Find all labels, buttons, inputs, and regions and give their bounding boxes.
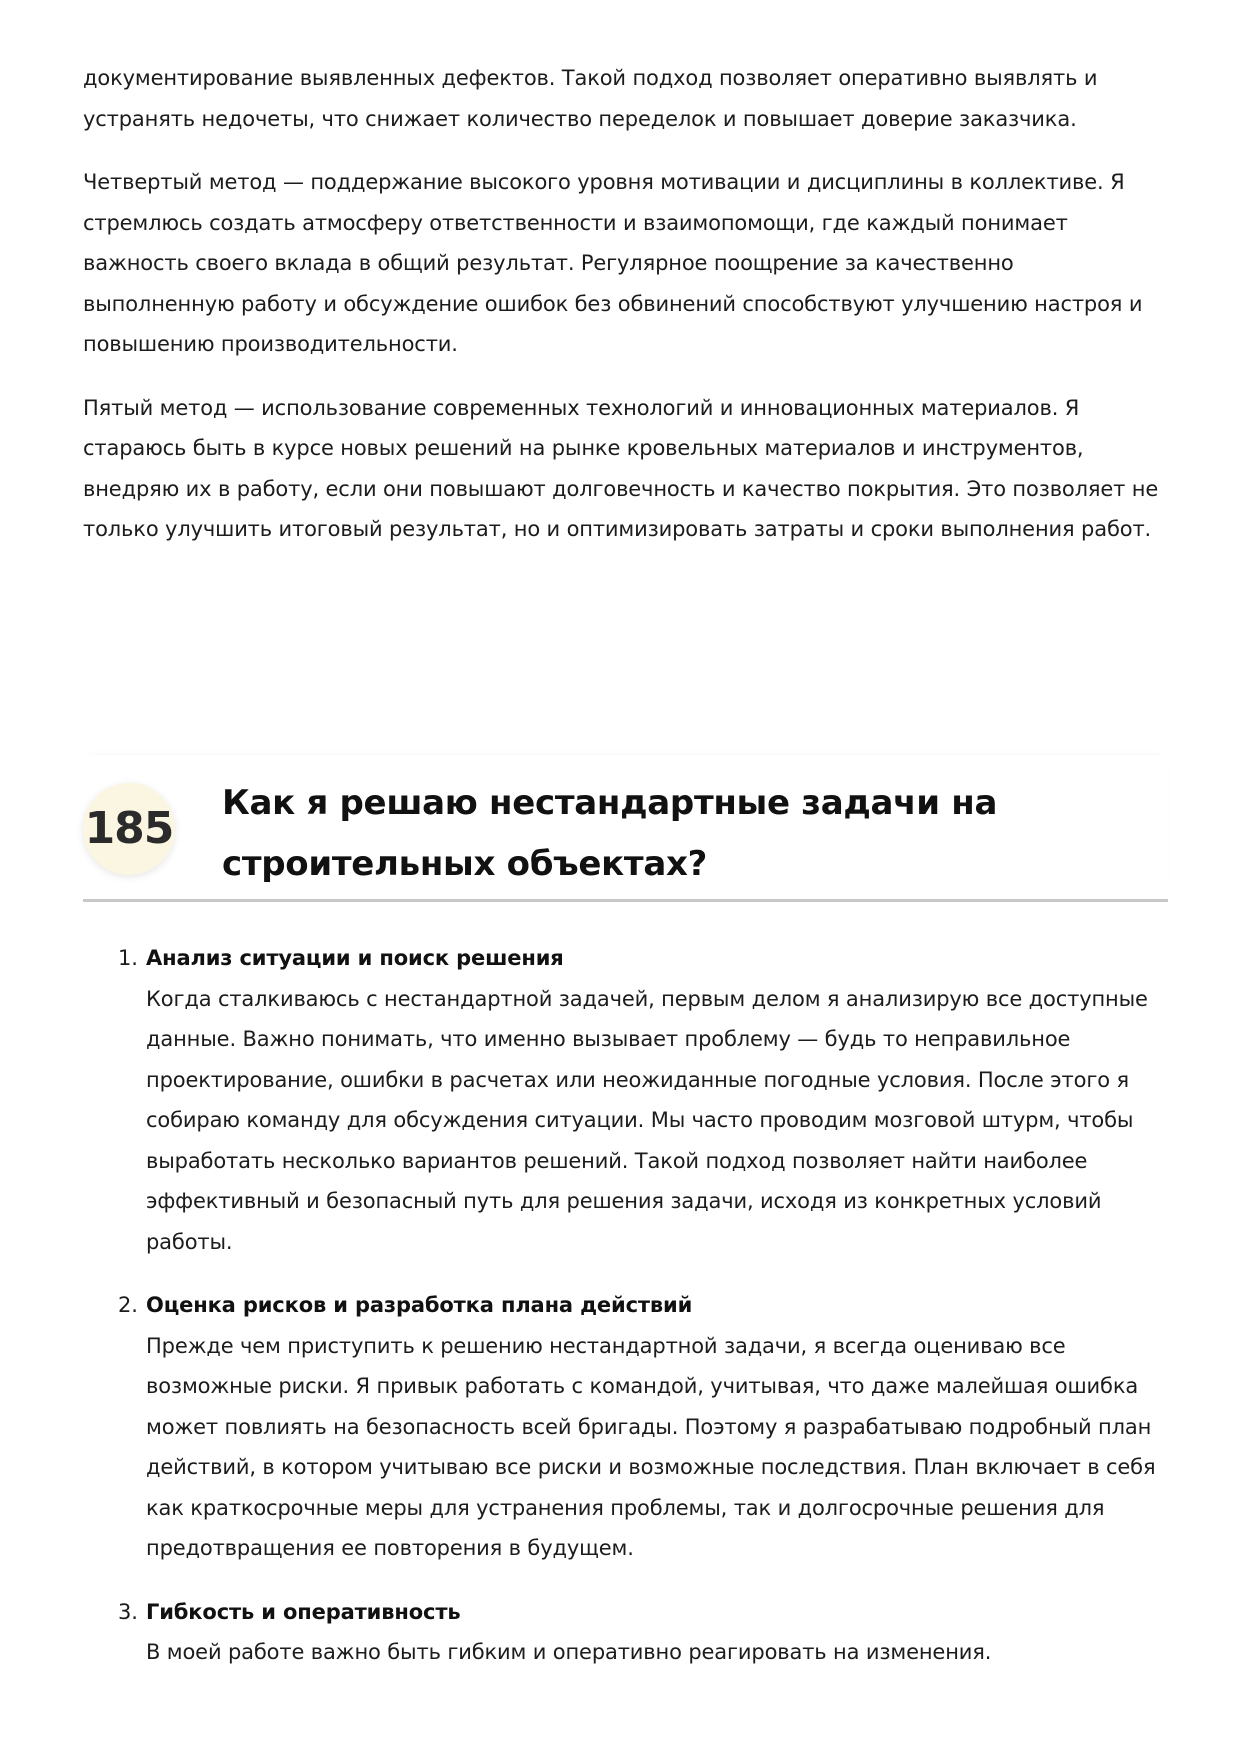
list-item-text: Когда сталкиваюсь с нестандартной задачей, первым делом я анализирую все доступные данные. Важно понимать, что именно вызывает проблему — будь то неправильное проектирование, ошибки в расчетах или неожиданные погодные условия. После этого я собираю команду для обсуждения ситуации. Мы часто проводим мозговой штурм, чтобы выработать несколько вариантов решений. Такой подход позволяет найти наиболее эффективный и безопасный путь для решения задачи, исходя из конкретных условий работы. [146,986,1148,1254]
question-number-badge: 185 [83,783,175,875]
list-item [83,938,1168,1262]
list-item-title: Гибкость и оперативность [146,1599,461,1624]
list-item [83,1592,1168,1673]
paragraph: документирование выявленных дефектов. Такой подход позволяет оперативно выявлять и устранять недочеты, что снижает количество переделок и повышает доверие заказчика. [83,66,1098,131]
section-header [83,755,1168,902]
list-item-number: 2. [118,1293,138,1317]
list-item-text: В моей работе важно быть гибким и оперативно реагировать на изменения. [146,1640,992,1664]
list-item-title: Анализ ситуации и поиск решения [146,946,564,970]
paragraph: Четвертый метод — поддержание высокого уровня мотивации и дисциплины в коллективе. Я стремлюсь создать атмосферу ответственности и взаимопомощи, где каждый понимает важность своего вклада в общий результат. Регулярное поощрение за качественно выполненную работу и обсуждение ошибок без обвинений способствуют улучшению настроя и повышению производительности. [83,170,1143,356]
intro-text [83,58,1168,573]
paragraph: Пятый метод — использование современных технологий и инновационных материалов. Я стараюсь быть в курсе новых решений на рынке кровельных материалов и инструментов, внедряю их в работу, если они повышают долговечность и качество покрытия. Это позволяет не только улучшить итоговый результат, но и оптимизировать затраты и сроки выполнения работ. [83,395,1159,541]
list-item [83,1285,1168,1569]
list-item-number: 1. [118,946,138,970]
list-item-title: Оценка рисков и разработка плана действий [146,1293,693,1317]
list-item-text: Прежде чем приступить к решению нестандартной задачи, я всегда оцениваю все возможные риски. Я привык работать с командой, учитывая, что даже малейшая ошибка может повлиять на безопасность всей бригады. Поэтому я разрабатываю подробный план действий, в котором учитываю все риски и возможные последствия. План включает в себя как краткосрочные меры для устранения проблемы, так и долгосрочные решения для предотвращения ее повторения в будущем. [146,1333,1156,1560]
answer-list [83,938,1168,1696]
list-item-number: 3. [118,1599,138,1624]
section-title: Как я решаю нестандартные задачи на строительных объектах? [222,783,998,884]
